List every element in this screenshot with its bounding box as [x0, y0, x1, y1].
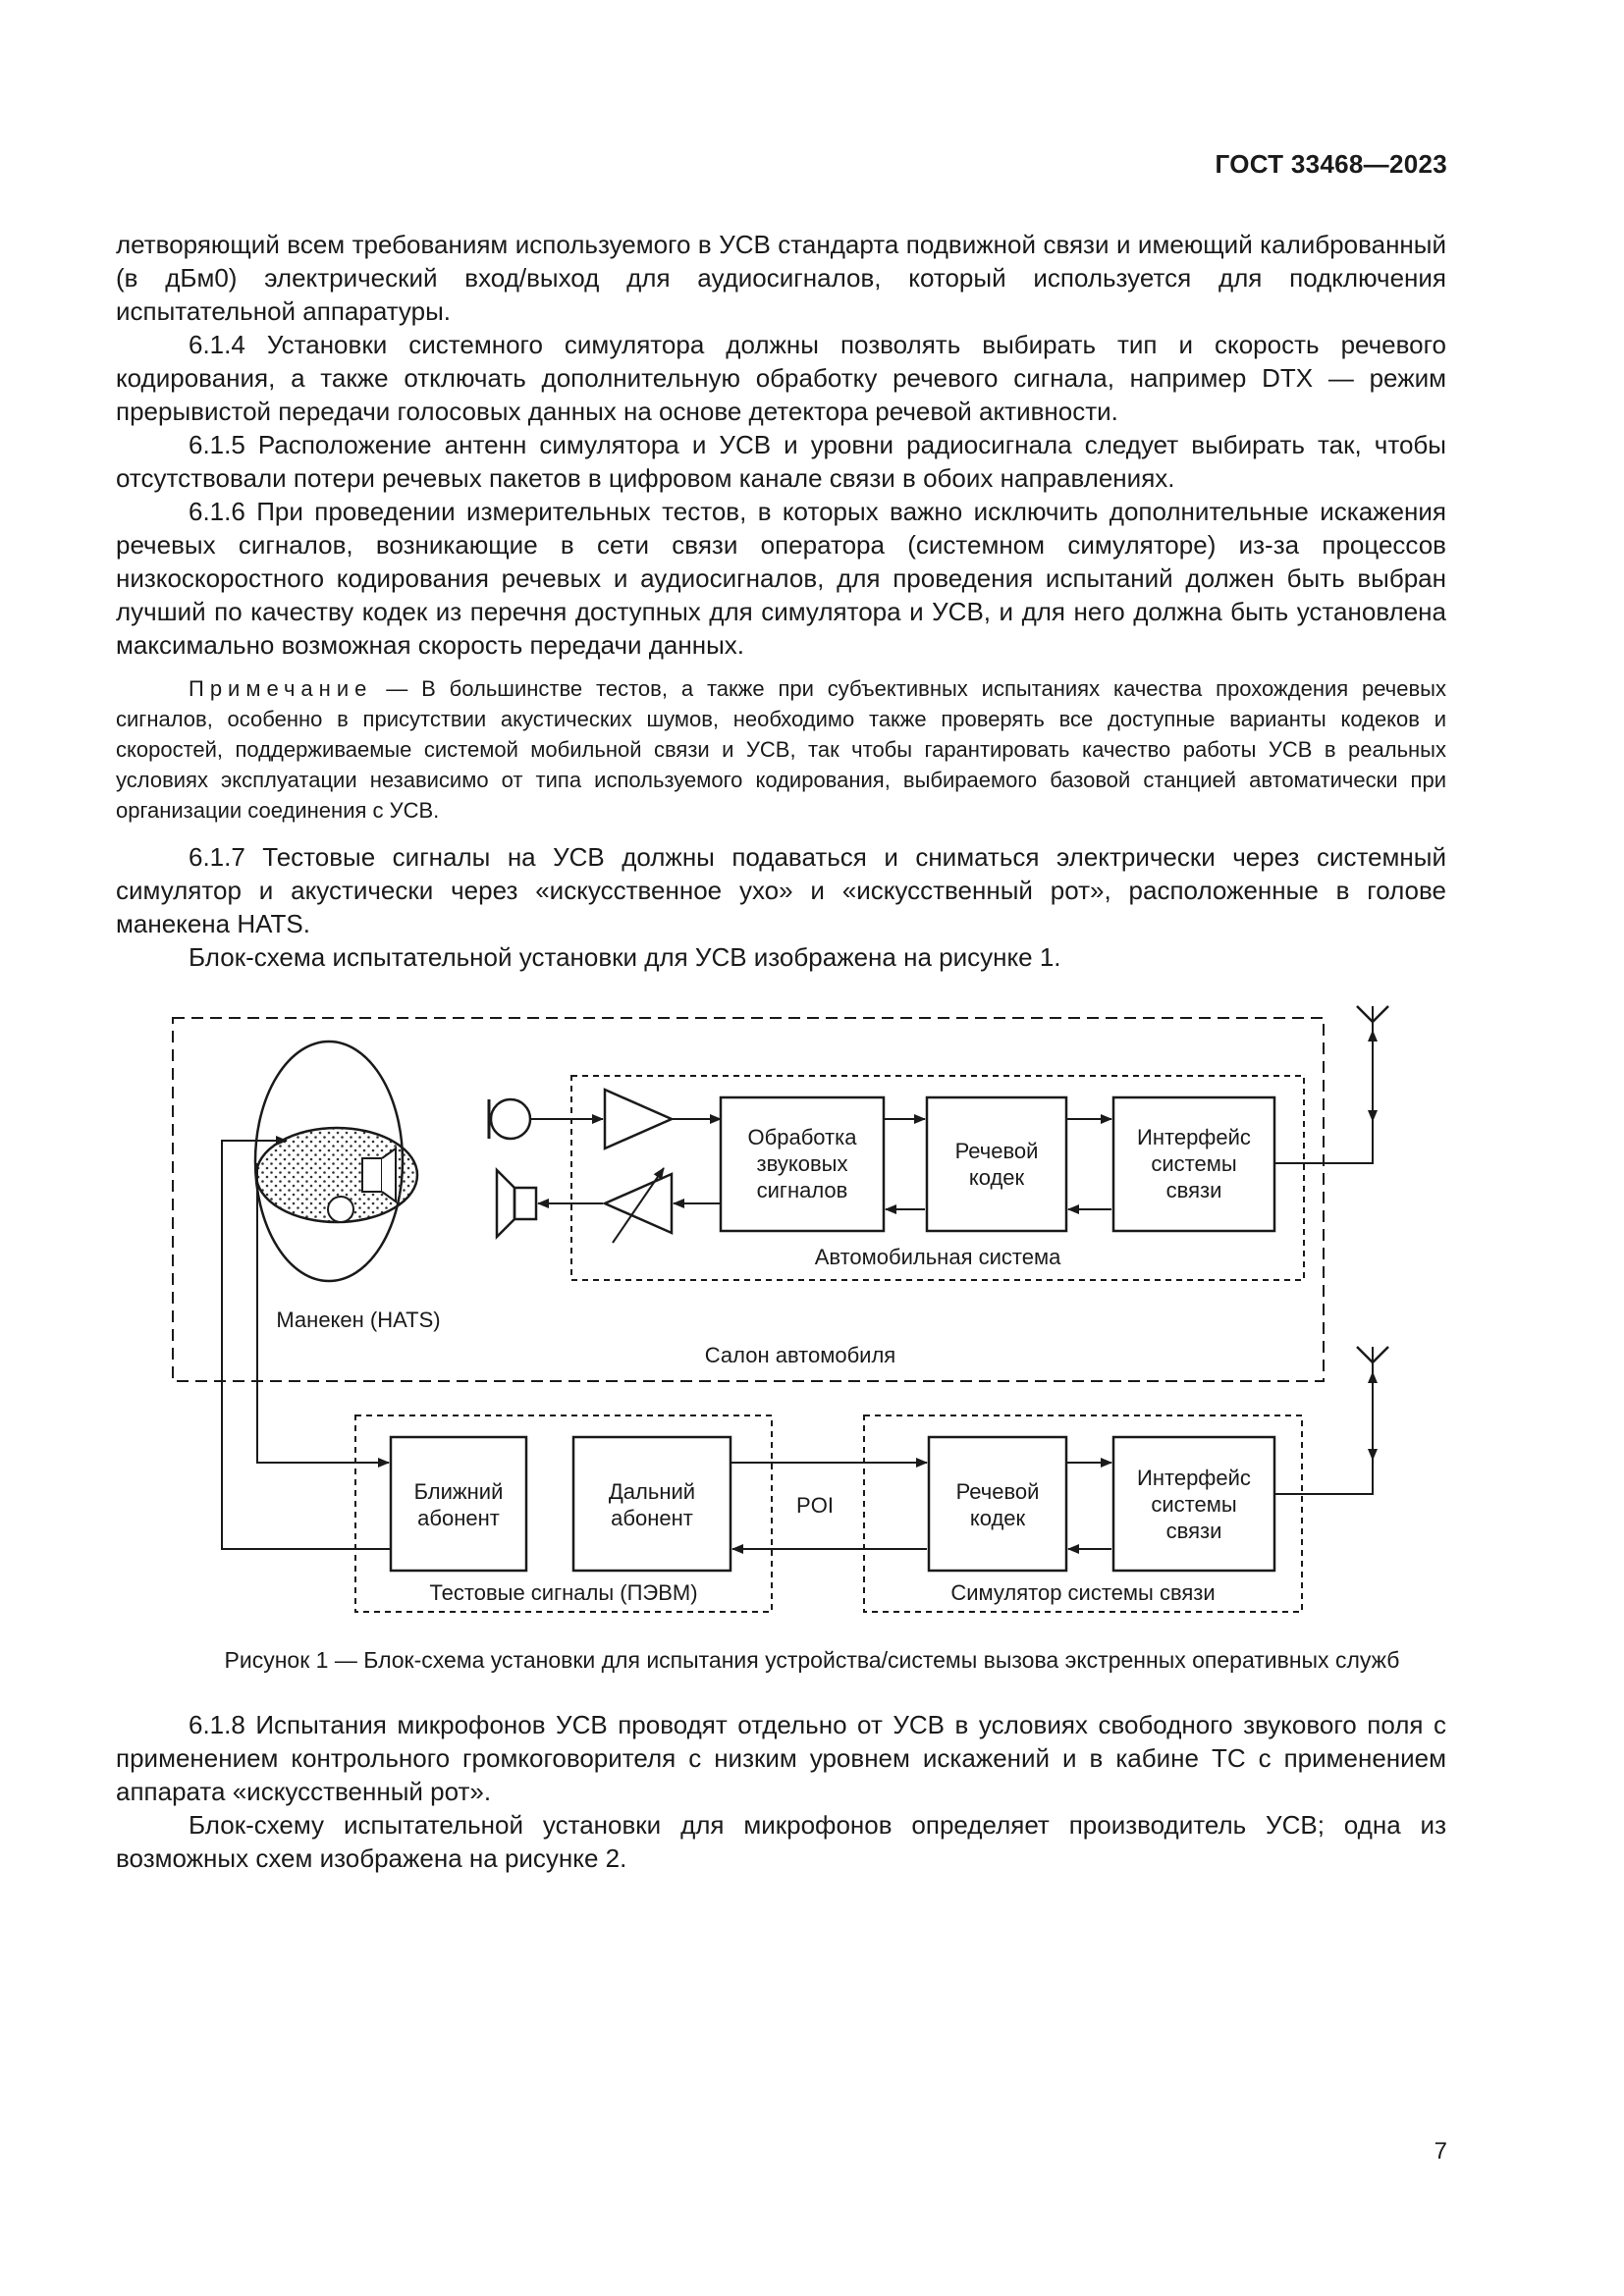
paragraph-figure2-ref: Блок-схему испытательной установки для микрофонов определяет производитель УСВ; одна из возможных схем изображена на рисунке 2. — [116, 1810, 1446, 1873]
near-subscriber-block — [391, 1437, 526, 1571]
note-text: — В большинстве тестов, а также при субъективных испытаниях качества прохождения речевых сигналов, особенно в присутствии акустических шумов, необходимо также проверять все доступные варианты кодеков и скоростей, поддерживаемые системой мобильной связи и УСВ, так чтобы гарантировать качество работы УСВ в реальных условиях эксплуатации независимо от типа используемого кодирования, выбираемого базовой станцией автоматически при организации соединения с УСВ. — [116, 676, 1446, 823]
sim-interface-label-1: Интерфейс — [1137, 1466, 1251, 1490]
body-text-top — [116, 228, 1446, 662]
sim-interface-label-2: системы — [1151, 1492, 1237, 1517]
sim-codec-label-1: Речевой — [955, 1479, 1040, 1504]
paragraph-6-1-4: 6.1.4 Установки системного симулятора должны позволять выбирать тип и скорость речевого кодирования, а также отключать дополнительную обработку речевого сигнала, например DTX — режим прерывистой передачи голосовых данных на основе детектора речевой активности. — [116, 330, 1446, 426]
page-number: 7 — [1434, 2138, 1447, 2164]
artificial-mouth — [362, 1158, 382, 1192]
poi-label: POI — [796, 1493, 834, 1518]
audio-processing-label-3: сигналов — [756, 1178, 848, 1202]
paragraph-6-1-5: 6.1.5 Расположение антенн симулятора и УСВ и уровни радиосигнала следует выбирать так, чтобы отсутствовали потери речевых пакетов в цифровом канале связи в обоих направлениях. — [116, 430, 1446, 493]
body-text-mid — [116, 840, 1446, 974]
vehicle-system-label: Автомобильная система — [814, 1245, 1061, 1269]
simulator-label: Симулятор системы связи — [950, 1580, 1216, 1605]
manikin-label: Манекен (HATS) — [276, 1308, 441, 1332]
output-amplifier — [605, 1174, 672, 1233]
far-subscriber-block — [573, 1437, 731, 1571]
test-signals-label: Тестовые сигналы (ПЭВМ) — [429, 1580, 698, 1605]
paragraph-figure-ref: Блок-схема испытательной установки для УСВ изображена на рисунке 1. — [189, 942, 1061, 972]
artificial-ear — [328, 1197, 353, 1222]
audio-processing-label-1: Обработка — [747, 1125, 857, 1149]
speaker-icon — [514, 1188, 536, 1219]
body-text-bottom — [116, 1708, 1446, 1875]
input-amplifier — [605, 1090, 672, 1148]
paragraph-6-1-8: 6.1.8 Испытания микрофонов УСВ проводят отдельно от УСВ в условиях свободного звукового поля с применением контрольного громкоговорителя с низким уровнем искажений и в кабине ТС с применением аппарата «искусственный рот». — [116, 1710, 1446, 1806]
speech-codec-label-2: кодек — [968, 1165, 1025, 1190]
paragraph-6-1-7: 6.1.7 Тестовые сигналы на УСВ должны подаваться и сниматься электрически через системный симулятор и акустически через «искусственное ухо» и «искусственный рот», расположенные в голове манекена HATS. — [116, 842, 1446, 938]
figure-caption: Рисунок 1 — Блок-схема установки для испытания устройства/системы вызова экстренных оперативных служб — [224, 1647, 1400, 1673]
comm-interface-label-2: системы — [1151, 1151, 1237, 1176]
note-block — [116, 673, 1446, 826]
note-label: Примечание — [189, 676, 373, 701]
speech-codec-label-1: Речевой — [954, 1139, 1039, 1163]
audio-processing-label-2: звуковых — [756, 1151, 848, 1176]
document-header: ГОСТ 33468—2023 — [1215, 149, 1447, 179]
sim-codec-block — [929, 1437, 1066, 1571]
sim-codec-label-2: кодек — [969, 1506, 1026, 1530]
block-diagram — [0, 991, 1624, 1639]
far-subscriber-label-1: Дальний — [608, 1479, 696, 1504]
comm-interface-label-3: связи — [1165, 1178, 1222, 1202]
cabin-label: Салон автомобиля — [704, 1343, 896, 1367]
near-subscriber-label-1: Ближний — [413, 1479, 504, 1504]
paragraph-continuation: летворяющий всем требованиям используемого в УСВ стандарта подвижной связи и имеющий калиброванный (в дБм0) электрический вход/выход для аудиосигналов, который используется для подключения испытательной аппаратуры. — [116, 230, 1446, 326]
far-subscriber-label-2: абонент — [611, 1506, 693, 1530]
sim-interface-label-3: связи — [1165, 1519, 1222, 1543]
near-subscriber-label-2: абонент — [417, 1506, 500, 1530]
speech-codec-block — [927, 1097, 1066, 1231]
paragraph-6-1-6: 6.1.6 При проведении измерительных тестов, в которых важно исключить дополнительные искажения речевых сигналов, возникающие в сети связи оператора (системном симуляторе) из-за процессов низкоскоростного кодирования речевых и аудиосигналов, для проведения испытаний должен быть выбран лучший по качеству кодек из перечня доступных для симулятора и УСВ, и для него должна быть установлена максимально возможная скорость передачи данных. — [116, 497, 1446, 660]
microphone-icon — [491, 1099, 530, 1139]
comm-interface-label-1: Интерфейс — [1137, 1125, 1251, 1149]
